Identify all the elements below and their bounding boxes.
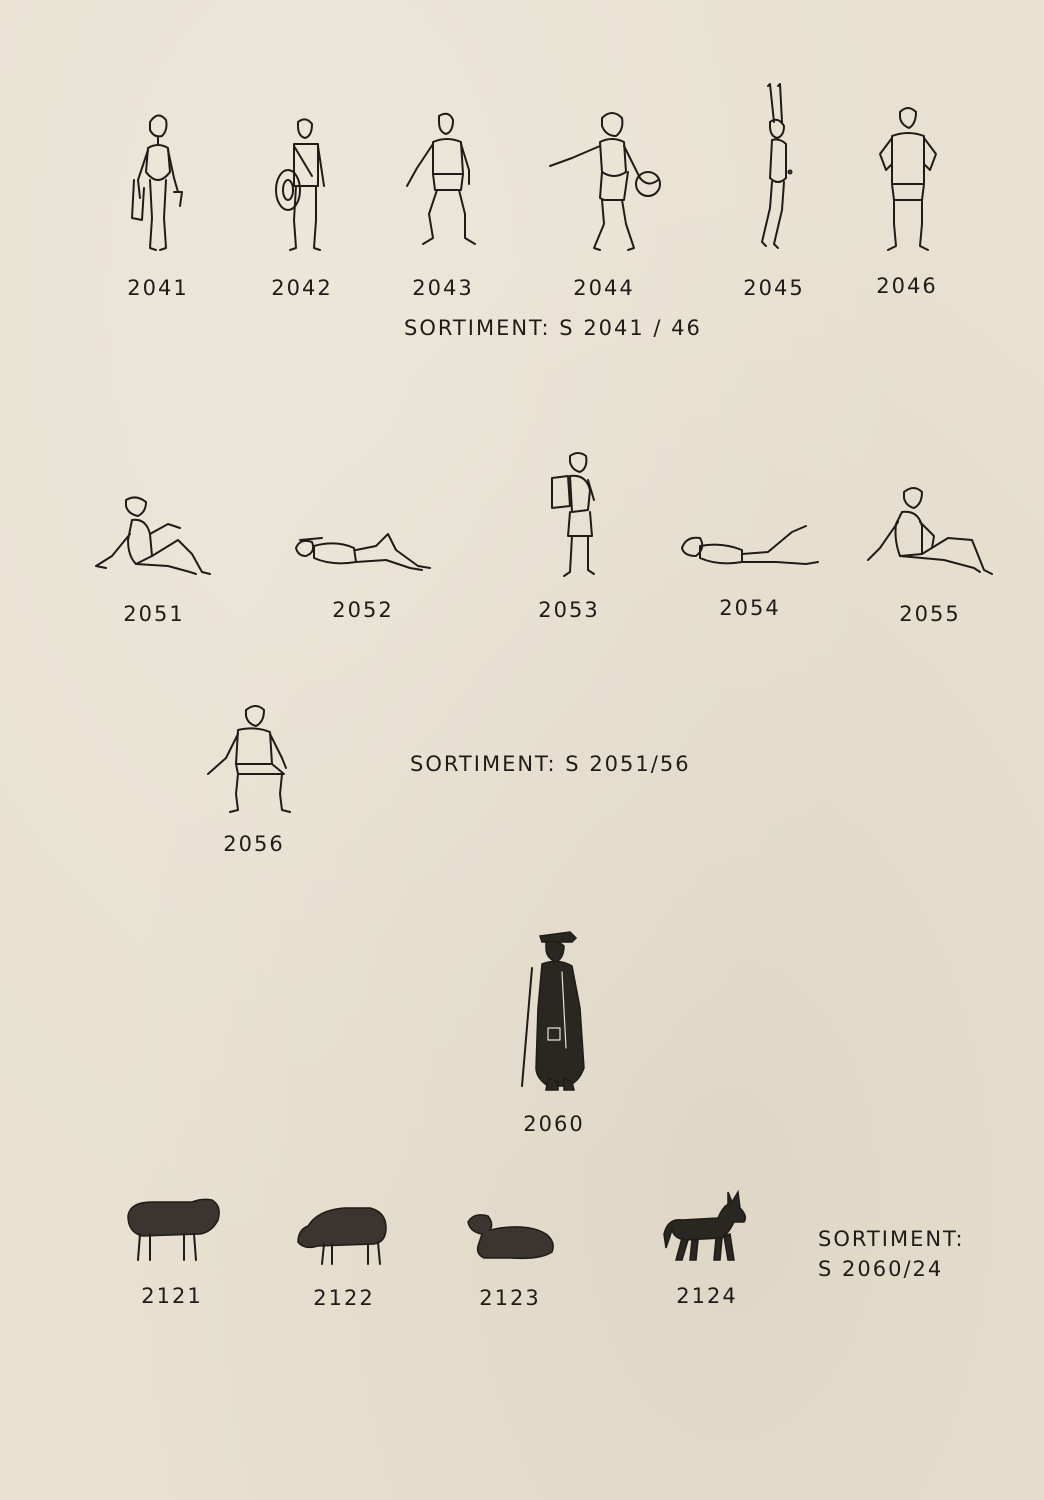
figure-2054 [676,518,824,620]
sortiment-label-2060-24 [818,1224,965,1284]
woman-lying-leg-raised-icon [676,518,824,578]
sheep-standing-icon [122,1192,222,1266]
man-hands-on-hips-icon [872,104,942,256]
figure-2045 [730,82,818,300]
figure-2121 [122,1192,222,1308]
lamb-lying-icon [460,1208,560,1268]
figure-2046 [862,104,952,298]
figure-2052 [292,520,434,622]
item-number: 2046 [876,274,938,298]
standing-woman-with-towel-icon [128,108,188,258]
figure-2051 [92,494,216,626]
item-number: 2121 [141,1284,203,1308]
woman-with-beach-ball-icon [544,108,664,258]
figure-2055 [864,484,996,626]
sheep-grazing-icon [294,1202,394,1268]
figure-2042 [262,116,342,300]
item-number: 2122 [313,1286,375,1310]
item-number: 2052 [332,598,394,622]
man-sitting-reclined-icon [864,484,996,584]
item-number: 2042 [271,276,333,300]
sortiment-label-2041-46: SORTIMENT: S 2041 / 46 [404,316,702,340]
figure-2056 [204,702,304,856]
item-number: 2124 [676,1284,738,1308]
sortiment-line-1: SORTIMENT: [818,1227,965,1251]
figure-2124 [660,1188,754,1308]
figure-2060 [510,928,598,1136]
item-number: 2056 [223,832,285,856]
item-number: 2053 [538,598,600,622]
item-number: 2044 [573,276,635,300]
item-number: 2054 [719,596,781,620]
man-with-swim-ring-icon [272,116,332,258]
item-number: 2055 [899,602,961,626]
woman-sitting-reclined-icon [92,494,216,584]
sortiment-label-2051-56: SORTIMENT: S 2051/56 [410,752,691,776]
figure-2041 [118,108,198,300]
shepherd-with-staff-icon [514,928,594,1094]
sortiment-line-2: S 2060/24 [818,1257,944,1281]
item-number: 2043 [412,276,474,300]
shepherd-dog-icon [662,1188,752,1266]
figure-2044 [544,108,664,300]
man-in-swim-trunks-icon [403,110,483,258]
figure-2053 [532,450,606,622]
item-number: 2060 [523,1112,585,1136]
item-number: 2041 [127,276,189,300]
figure-2122 [294,1202,394,1310]
item-number: 2051 [123,602,185,626]
person-lying-on-back-icon [292,520,434,580]
figure-2123 [460,1208,560,1310]
man-with-backpack-icon [532,450,606,580]
woman-stretching-arms-up-icon [744,82,804,258]
figure-2043 [398,110,488,300]
man-sitting-icon [204,702,304,814]
item-number: 2123 [479,1286,541,1310]
item-number: 2045 [743,276,805,300]
